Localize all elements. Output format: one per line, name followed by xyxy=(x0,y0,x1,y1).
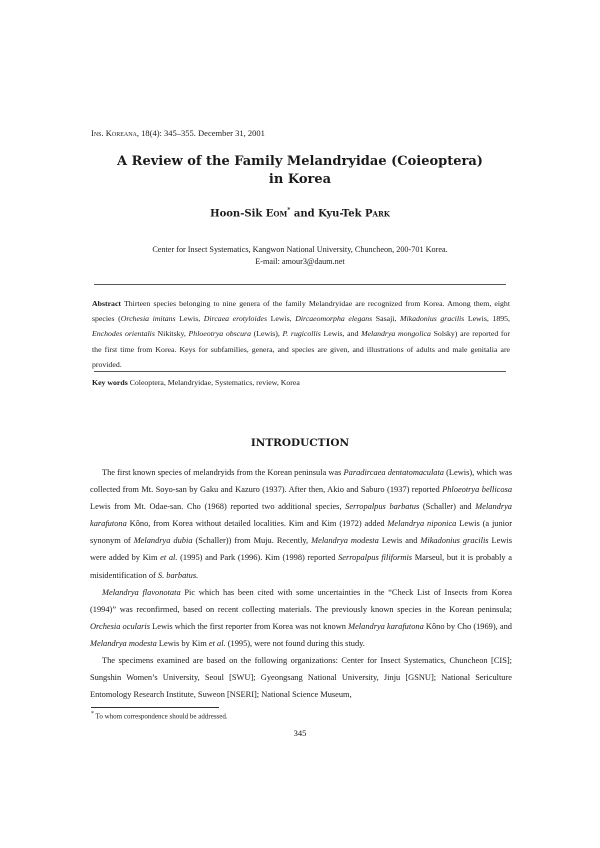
species-name: Phloeotrya obscura xyxy=(188,329,251,339)
species-name: Mikadonius gracilis xyxy=(399,314,465,324)
abstract-bottom-rule xyxy=(94,371,506,372)
species-name: Melandrya karafutona xyxy=(348,621,424,631)
affiliation-address: Center for Insect Systematics, Kangwon National University, Chuncheon, 200-701 Korea. xyxy=(152,245,448,254)
species-name: Melandrya flavonotata xyxy=(102,587,181,597)
species-name: Dircaea erotyloides xyxy=(203,314,268,324)
body-text: Kôno, from Korea without detailed localities. Kim and Kim (1972) added xyxy=(126,519,388,529)
body-text: Lewis which the first reporter from Korea was not known xyxy=(150,621,349,631)
species-name: Melandrya mongolica xyxy=(361,329,431,339)
abstract-text: Nikitsky, xyxy=(154,329,189,339)
page-number: 345 xyxy=(293,728,307,738)
species-name: Melandrya karafutona xyxy=(90,502,512,529)
journal-citation xyxy=(91,128,265,138)
species-name: Orchesia imitans xyxy=(120,314,176,324)
body-text: (Lewis), which was collected from Mt. Soyo-san by Gaku and Kazuro (1937). After then, Akio and Saburo (1937) reported xyxy=(90,468,513,495)
species-name: Phloeotrya bellicosa xyxy=(442,485,513,495)
introduction-body xyxy=(90,464,512,703)
body-text: The first known species of melandryids from the Korean peninsula was xyxy=(102,468,344,477)
species-name: S. barbatus. xyxy=(157,570,199,580)
body-text: Kôno by Cho (1969), and xyxy=(423,621,512,631)
footnote-text: To whom correspondence should be addressed. xyxy=(93,712,228,721)
author-2-family: Park xyxy=(365,208,390,220)
author-conjunction: and xyxy=(290,208,319,220)
paragraph-1 xyxy=(90,464,512,584)
body-text: Lewis by Kim xyxy=(156,638,209,648)
abstract-text: Solsky) are reported for the first time from Korea. Keys for subfamilies, genera, and species are given, and illustrations of adults and male genitalia are provided. xyxy=(92,329,511,369)
journal-issue-date: 18(4): 345–355. December 31, 2001 xyxy=(139,128,265,138)
paragraph-2 xyxy=(90,584,512,652)
affiliation-email: E-mail: amour3@daum.net xyxy=(255,257,345,266)
species-name: Mikadonius gracilis xyxy=(420,536,489,546)
footnote-rule xyxy=(91,707,219,708)
abstract-label: Abstract xyxy=(92,299,122,308)
abstract-text: Lewis, xyxy=(175,314,204,324)
author-1-family: Eom xyxy=(265,208,288,220)
species-name: Orchesia ocularis xyxy=(90,621,150,631)
section-heading-introduction: INTRODUCTION xyxy=(250,437,350,449)
abstract-top-rule xyxy=(94,284,506,285)
keywords-line xyxy=(92,378,300,387)
abstract-block xyxy=(92,296,510,372)
author-list xyxy=(0,207,600,219)
body-text: Lewis from Mt. Odae-san. Cho (1968) reported two additional species, xyxy=(90,502,346,512)
species-name: Melandrya modesta xyxy=(311,536,379,546)
corresponding-author-mark: * xyxy=(287,207,291,214)
body-text: Lewis were added by Kim xyxy=(90,536,512,563)
body-text: (1995) and Park (1996). Kim (1998) reported xyxy=(177,553,339,563)
abstract-text: Thirteen species belonging to nine genera of the family Melandryidae are recognized from Korea. Among them, eight species ( xyxy=(92,299,510,324)
species-name: Serropalpus barbatus xyxy=(345,502,420,512)
abstract-text: Lewis, xyxy=(267,314,296,324)
body-text: Marseul, but it is probably a misidentification of xyxy=(90,553,512,580)
footnote xyxy=(91,711,228,720)
body-text: Pic which has been cited with some uncertainties in the “Check List of Insects from Korea (1994)” was reconfirmed, based on recent collecting materials. The previously known species in the Korean peninsula; xyxy=(90,587,512,614)
citation-et-al: et al. xyxy=(208,638,226,648)
article-title-line-1: A Review of the Family Melandryidae (Coieoptera) xyxy=(117,154,483,169)
abstract-text: Lewis, 1895, xyxy=(464,314,510,324)
abstract-text: (Lewis), xyxy=(250,329,283,339)
abstract-text: Sasaji, xyxy=(372,314,400,324)
species-name: Paradircaea dentatomaculata xyxy=(343,468,444,477)
body-text: Lewis and xyxy=(378,536,421,546)
citation-et-al: et al. xyxy=(160,553,178,563)
species-name: Melandrya modesta xyxy=(90,638,157,648)
author-1-given: Hoon-Sik xyxy=(210,208,266,220)
keywords-label: Key words xyxy=(92,378,128,387)
body-text: Lewis (a junior synonym of xyxy=(90,519,512,546)
species-name: P. rugicollis xyxy=(282,329,321,339)
journal-name: Ins. Koreana, xyxy=(91,128,140,138)
species-name: Enchodes orientalis xyxy=(92,329,155,339)
species-name: Dircaeomorpha elegans xyxy=(295,314,373,324)
body-text: (Schaller) and xyxy=(419,502,476,512)
footnote-mark: * xyxy=(91,711,94,717)
species-name: Melandrya dubia xyxy=(133,536,193,546)
author-2-given: Kyu-Tek xyxy=(318,208,365,220)
species-name: Melandrya niponica xyxy=(387,519,457,529)
paragraph-3: The specimens examined are based on the following organizations: Center for Insect Systematics, Chuncheon [CIS]; Sungshin Women’s University, Seoul [SWU]; Gyeongsang National University, Jinju [GSNU]; National Sericulture Entomology Research Institute, Suweon [NSERI]; National Science Museum, xyxy=(90,656,512,700)
abstract-text: Lewis, and xyxy=(320,329,362,339)
keywords-text: Coleoptera, Melandryidae, Systematics, review, Korea xyxy=(127,378,300,387)
species-name: Serropalpus filiformis xyxy=(338,553,413,563)
article-title-line-2: in Korea xyxy=(268,172,332,187)
body-text: (1995), were not found during this study. xyxy=(225,638,365,648)
body-text: (Schaller)) from Muju. Recently, xyxy=(192,536,312,546)
